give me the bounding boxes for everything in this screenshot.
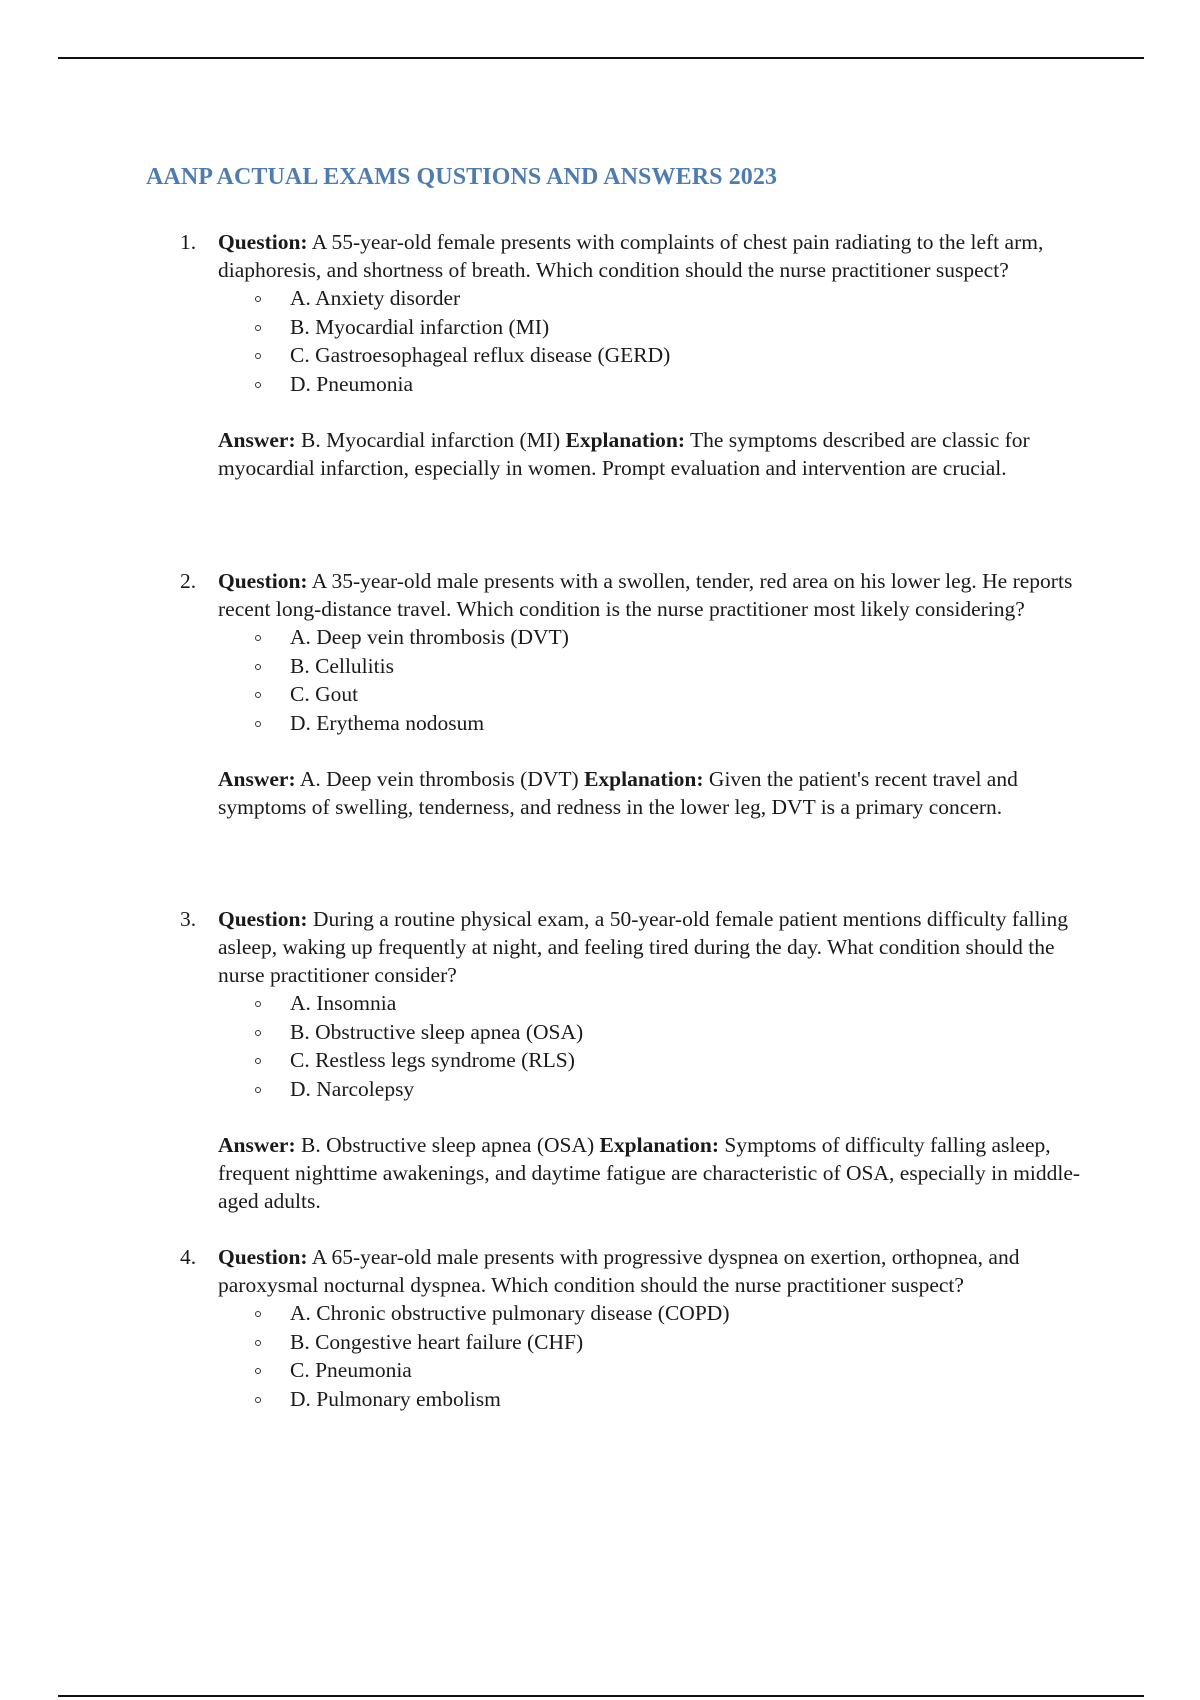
option-list — [218, 623, 1084, 737]
circle-bullet-icon — [255, 1030, 261, 1036]
option-item — [218, 1385, 1084, 1414]
question-body: A 65-year-old male presents with progressive dyspnea on exertion, orthopnea, and paroxysmal nocturnal dyspnea. Which condition should the nurse practitioner suspect? — [218, 1245, 1020, 1297]
question-number: 4. — [180, 1245, 197, 1269]
option-text: D. Pneumonia — [290, 371, 414, 396]
option-item — [218, 1356, 1084, 1385]
answer-text: A. Deep vein thrombosis (DVT) — [299, 767, 579, 791]
explanation-text: Given the patient's recent travel and symptoms of swelling, tenderness, and redness in the lower leg, DVT is a primary concern. — [218, 767, 1018, 819]
explanation-label: Explanation: — [565, 428, 685, 452]
option-item — [218, 1299, 1084, 1328]
option-text: B. Obstructive sleep apnea (OSA) — [290, 1019, 584, 1044]
option-item — [218, 623, 1084, 652]
circle-bullet-icon — [255, 664, 261, 670]
circle-bullet-icon — [255, 296, 261, 302]
question-label: Question: — [218, 907, 308, 931]
option-text: B. Congestive heart failure (CHF) — [290, 1329, 584, 1354]
answer-text: B. Obstructive sleep apnea (OSA) — [301, 1133, 595, 1157]
question-body: During a routine physical exam, a 50-year-old female patient mentions difficulty falling asleep, waking up frequently at night, and feeling tired during the day. What condition should the nurse practitioner consider? — [218, 907, 1068, 987]
option-list — [218, 1299, 1084, 1413]
circle-bullet-icon — [255, 1311, 261, 1317]
answer-block — [218, 765, 1084, 821]
explanation-text: Symptoms of difficulty falling asleep, frequent nighttime awakenings, and daytime fatigue are characteristic of OSA, especially in middle-aged adults. — [218, 1133, 1081, 1213]
option-text: A. Anxiety disorder — [290, 286, 461, 310]
explanation-text: The symptoms described are classic for myocardial infarction, especially in women. Prompt evaluation and intervention are crucial. — [218, 428, 1030, 480]
answer-label: Answer: — [218, 428, 296, 452]
option-text: D. Narcolepsy — [290, 1076, 415, 1101]
question-text — [218, 905, 1084, 989]
option-text: B. Cellulitis — [290, 653, 394, 678]
option-item — [218, 1328, 1084, 1357]
question-item — [180, 1243, 1084, 1413]
circle-bullet-icon — [255, 1397, 261, 1403]
option-item — [218, 313, 1084, 342]
question-body: A 55-year-old female presents with complaints of chest pain radiating to the left arm, diaphoresis, and shortness of breath. Which condition should the nurse practitioner suspect? — [218, 230, 1044, 282]
option-text: D. Pulmonary embolism — [290, 1386, 501, 1411]
circle-bullet-icon — [255, 1340, 261, 1346]
option-item — [218, 1046, 1084, 1075]
question-label: Question: — [218, 569, 308, 593]
circle-bullet-icon — [255, 1087, 261, 1093]
circle-bullet-icon — [255, 382, 261, 388]
answer-label: Answer: — [218, 767, 296, 791]
option-item — [218, 652, 1084, 681]
option-item — [218, 370, 1084, 399]
explanation-label: Explanation: — [584, 767, 704, 791]
circle-bullet-icon — [255, 1368, 261, 1374]
option-item — [218, 989, 1084, 1018]
answer-label: Answer: — [218, 1133, 296, 1157]
circle-bullet-icon — [255, 1001, 261, 1007]
circle-bullet-icon — [255, 692, 261, 698]
option-text: C. Pneumonia — [290, 1358, 412, 1382]
question-label: Question: — [218, 1245, 308, 1269]
question-item — [180, 228, 1084, 482]
question-number: 1. — [180, 230, 197, 254]
question-text — [218, 567, 1084, 623]
option-item — [218, 1018, 1084, 1047]
answer-block — [218, 426, 1084, 482]
circle-bullet-icon — [255, 635, 261, 641]
option-item — [218, 284, 1084, 313]
question-text — [218, 1243, 1084, 1299]
answer-text: B. Myocardial infarction (MI) — [301, 428, 561, 452]
question-item — [180, 567, 1084, 821]
answer-block — [218, 1131, 1084, 1215]
option-item — [218, 341, 1084, 370]
option-item — [218, 680, 1084, 709]
question-number: 2. — [180, 569, 197, 593]
option-list — [218, 284, 1084, 398]
option-text: A. Insomnia — [290, 991, 397, 1015]
option-text: D. Erythema nodosum — [290, 710, 485, 735]
circle-bullet-icon — [255, 721, 261, 727]
option-text: A. Chronic obstructive pulmonary disease (COPD) — [290, 1301, 730, 1325]
question-item — [180, 905, 1084, 1215]
option-text: C. Restless legs syndrome (RLS) — [290, 1048, 575, 1072]
circle-bullet-icon — [255, 1058, 261, 1064]
circle-bullet-icon — [255, 325, 261, 331]
question-text — [218, 228, 1084, 284]
question-body: A 35-year-old male presents with a swollen, tender, red area on his lower leg. He reports recent long-distance travel. Which condition is the nurse practitioner most likely considering? — [218, 569, 1073, 621]
option-text: C. Gastroesophageal reflux disease (GERD) — [290, 343, 671, 367]
bottom-rule — [58, 1695, 1144, 1697]
option-list — [218, 989, 1084, 1103]
option-text: A. Deep vein thrombosis (DVT) — [290, 625, 569, 649]
option-text: B. Myocardial infarction (MI) — [290, 314, 550, 339]
option-text: C. Gout — [290, 682, 359, 706]
circle-bullet-icon — [255, 353, 261, 359]
document-title: AANP ACTUAL EXAMS QUSTIONS AND ANSWERS 2023 — [146, 164, 778, 190]
top-rule — [58, 57, 1144, 59]
option-item — [218, 709, 1084, 738]
option-item — [218, 1075, 1084, 1104]
question-number: 3. — [180, 907, 197, 931]
explanation-label: Explanation: — [599, 1133, 720, 1157]
question-label: Question: — [218, 230, 308, 254]
